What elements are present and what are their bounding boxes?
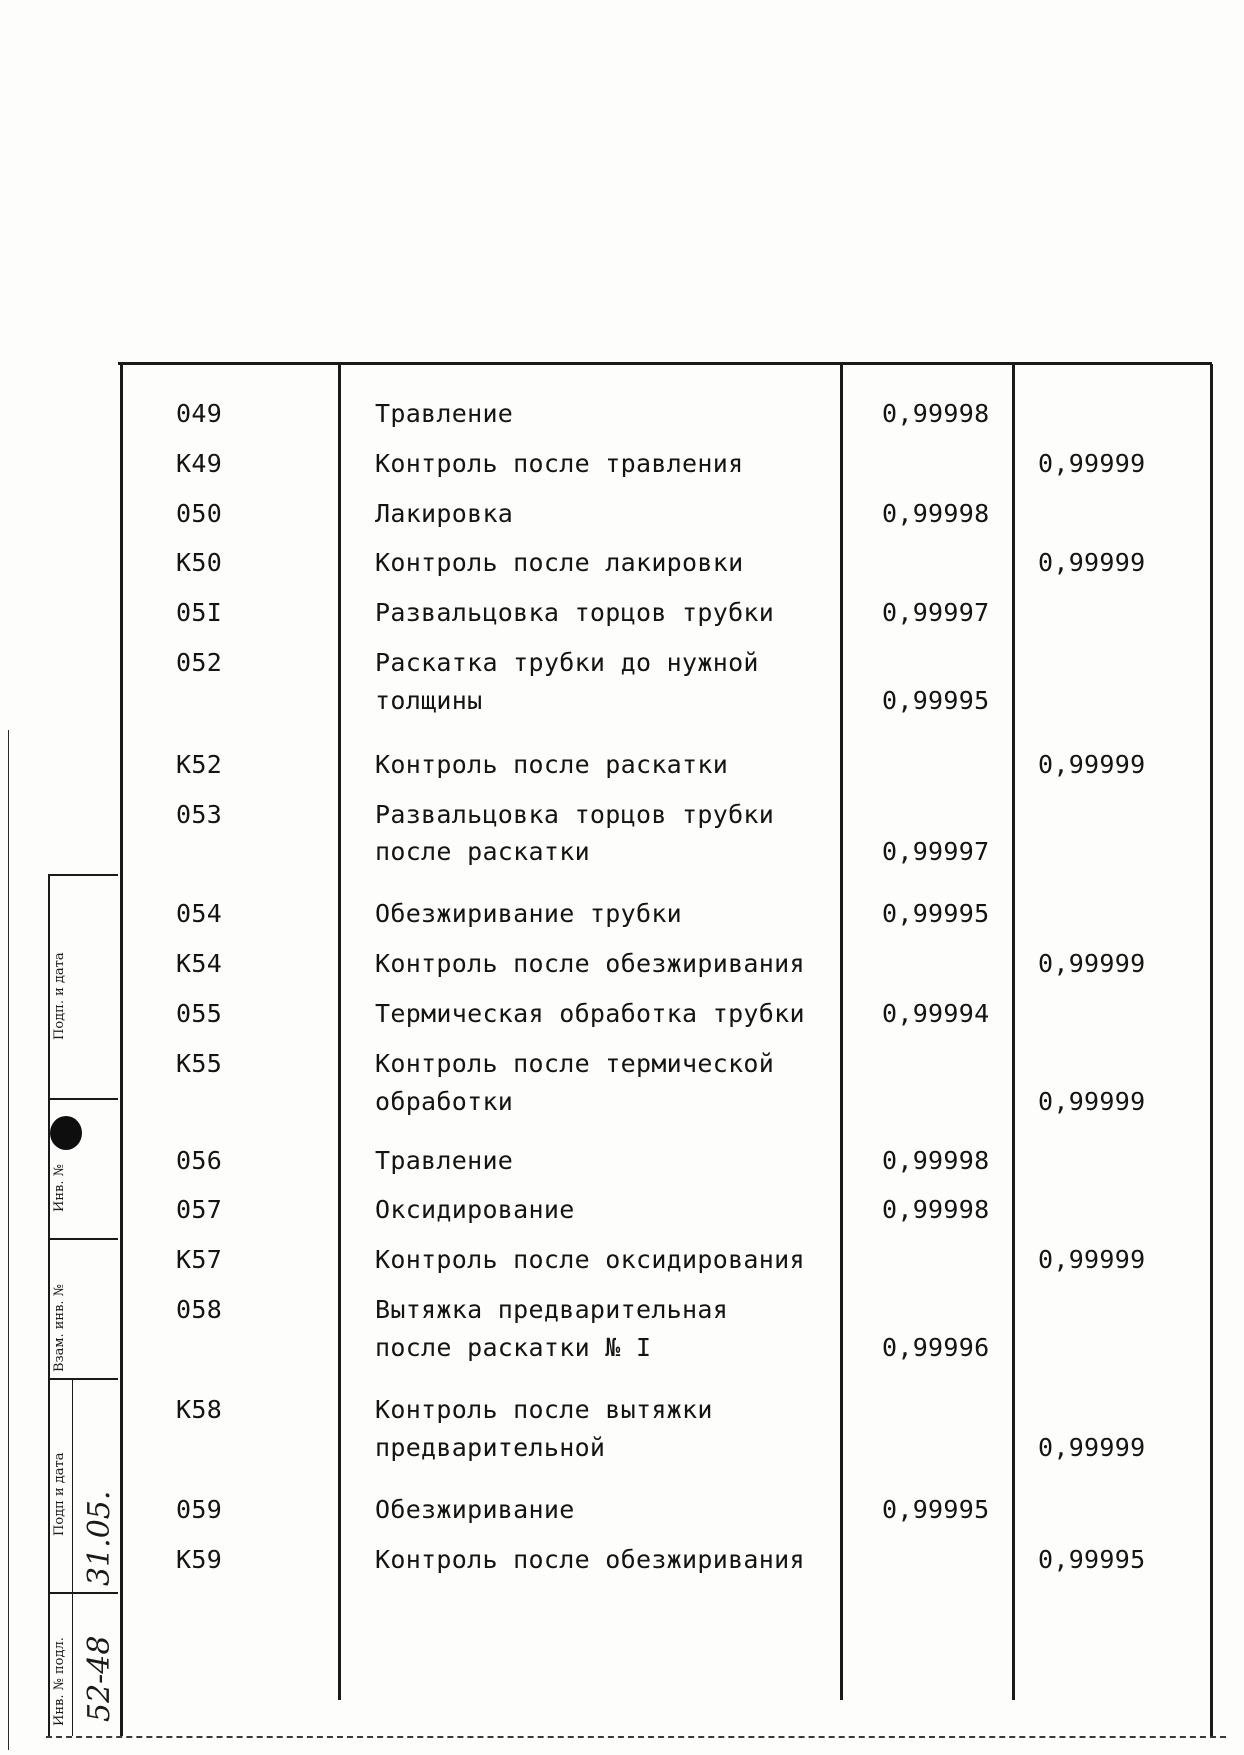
control-reliability: 0,99999 bbox=[1038, 750, 1146, 779]
scan-edge-line bbox=[8, 730, 9, 1750]
operation-code: 057 bbox=[176, 1195, 223, 1224]
operation-name: Контроль после вытяжки bbox=[375, 1395, 713, 1424]
operation-name: Раскатка трубки до нужной bbox=[375, 648, 759, 677]
control-reliability: 0,99999 bbox=[1038, 1245, 1146, 1274]
operation-name: Развальцовка торцов трубки bbox=[375, 800, 775, 829]
stamp-label-sign-date: Подп. и дата bbox=[52, 952, 67, 1040]
table-bottom-border bbox=[46, 1736, 1226, 1738]
column-divider-name-value bbox=[840, 364, 843, 1700]
operation-code: 05I bbox=[176, 598, 223, 627]
operation-reliability: 0,99995 bbox=[882, 899, 990, 928]
operation-name: Контроль после термической bbox=[375, 1049, 775, 1078]
operation-name: Лакировка bbox=[375, 499, 514, 528]
stamp-label-original-inv: Инв. № подл. bbox=[52, 1637, 67, 1726]
operation-code: 058 bbox=[176, 1295, 223, 1324]
operation-name: Оксидирование bbox=[375, 1195, 575, 1224]
operation-name: Травление bbox=[375, 399, 514, 428]
operation-code: 055 bbox=[176, 999, 223, 1028]
operation-code: 050 bbox=[176, 499, 223, 528]
operation-reliability: 0,99997 bbox=[882, 837, 990, 866]
operation-name: Обезжиривание трубки bbox=[375, 899, 683, 928]
operation-code: К50 bbox=[176, 548, 223, 577]
stamp-divider bbox=[48, 1592, 118, 1594]
operation-reliability: 0,99994 bbox=[882, 999, 990, 1028]
operation-name-continued: после раскатки № I bbox=[375, 1333, 652, 1362]
table-left-border bbox=[120, 364, 123, 1736]
operation-code: 059 bbox=[176, 1495, 223, 1524]
column-divider-value-control bbox=[1012, 364, 1015, 1700]
operation-name: Контроль после раскатки bbox=[375, 750, 729, 779]
stamp-divider bbox=[48, 874, 118, 876]
operation-code: К57 bbox=[176, 1245, 223, 1274]
handwritten-date: 31.05. bbox=[82, 1490, 117, 1586]
operation-reliability: 0,99996 bbox=[882, 1333, 990, 1362]
operation-name: Вытяжка предварительная bbox=[375, 1295, 729, 1324]
operation-code: К52 bbox=[176, 750, 223, 779]
operation-reliability: 0,99998 bbox=[882, 1146, 990, 1175]
operation-name-continued: предварительной bbox=[375, 1433, 606, 1462]
stamp-label-inv-no: Инв. № bbox=[52, 1164, 67, 1212]
table-top-border bbox=[118, 362, 1212, 365]
operation-code: К58 bbox=[176, 1395, 223, 1424]
operation-name: Развальцовка торцов трубки bbox=[375, 598, 775, 627]
table-right-border bbox=[1210, 364, 1213, 1736]
control-reliability: 0,99995 bbox=[1038, 1545, 1146, 1574]
operation-code: К49 bbox=[176, 449, 223, 478]
operation-name-continued: толщины bbox=[375, 686, 483, 715]
operation-name-continued: после раскатки bbox=[375, 837, 590, 866]
column-divider-code-name bbox=[338, 364, 341, 1700]
operation-name-continued: обработки bbox=[375, 1087, 514, 1116]
operation-name: Контроль после обезжиривания bbox=[375, 1545, 805, 1574]
control-reliability: 0,99999 bbox=[1038, 1087, 1146, 1116]
stamp-divider bbox=[48, 1238, 118, 1240]
operation-name: Термическая обработка трубки bbox=[375, 999, 805, 1028]
control-reliability: 0,99999 bbox=[1038, 548, 1146, 577]
control-reliability: 0,99999 bbox=[1038, 1433, 1146, 1462]
operation-code: К55 bbox=[176, 1049, 223, 1078]
operation-code: К59 bbox=[176, 1545, 223, 1574]
operation-name: Травление bbox=[375, 1146, 514, 1175]
operation-reliability: 0,99998 bbox=[882, 1195, 990, 1224]
operation-code: К54 bbox=[176, 949, 223, 978]
operation-name: Контроль после обезжиривания bbox=[375, 949, 805, 978]
operation-name: Обезжиривание bbox=[375, 1495, 575, 1524]
operation-code: 049 bbox=[176, 399, 223, 428]
operation-reliability: 0,99997 bbox=[882, 598, 990, 627]
operation-name: Контроль после травления bbox=[375, 449, 744, 478]
stamp-column-line bbox=[72, 1378, 73, 1736]
operation-code: 053 bbox=[176, 800, 223, 829]
stamp-divider bbox=[48, 1378, 118, 1380]
operation-reliability: 0,99995 bbox=[882, 686, 990, 715]
control-reliability: 0,99999 bbox=[1038, 449, 1146, 478]
operation-code: 054 bbox=[176, 899, 223, 928]
operation-code: 056 bbox=[176, 1146, 223, 1175]
operation-name: Контроль после лакировки bbox=[375, 548, 744, 577]
operation-reliability: 0,99998 bbox=[882, 499, 990, 528]
operation-name: Контроль после оксидирования bbox=[375, 1245, 805, 1274]
operation-reliability: 0,99995 bbox=[882, 1495, 990, 1524]
stamp-label-sign-date-2: Подп и дата bbox=[52, 1452, 67, 1536]
stamp-divider bbox=[48, 1098, 118, 1100]
operation-reliability: 0,99998 bbox=[882, 399, 990, 428]
stamp-label-replacement-inv: Взам. инв. № bbox=[52, 1284, 67, 1372]
handwritten-inventory-number: 52-48 bbox=[82, 1635, 117, 1722]
control-reliability: 0,99999 bbox=[1038, 949, 1146, 978]
ink-blot bbox=[50, 1116, 82, 1150]
operation-code: 052 bbox=[176, 648, 223, 677]
